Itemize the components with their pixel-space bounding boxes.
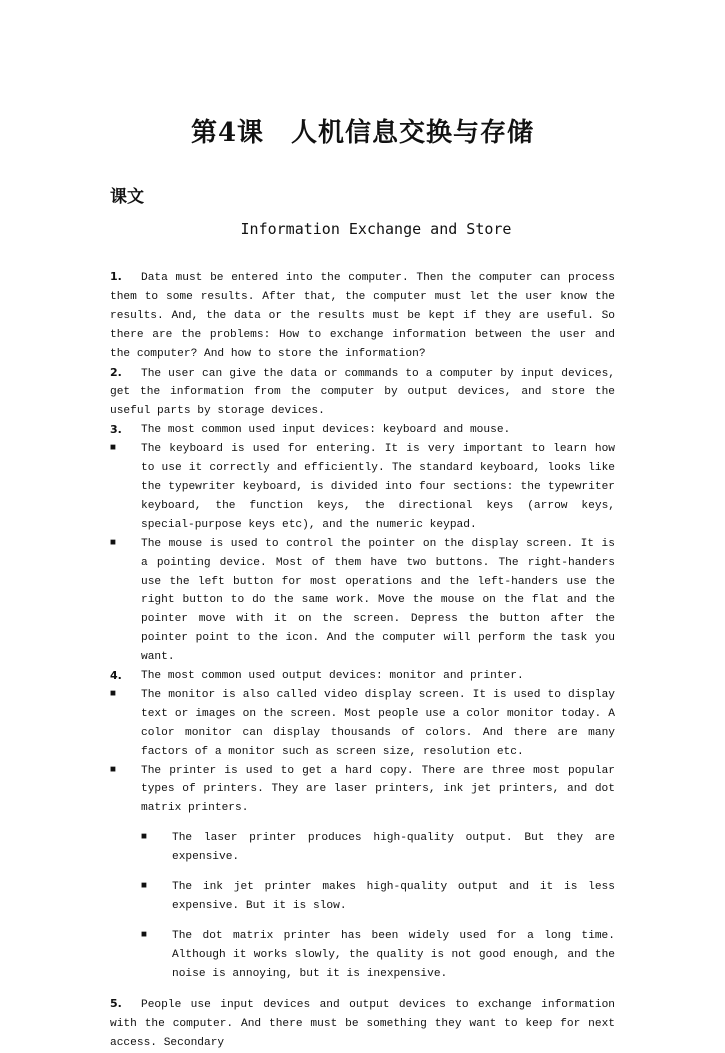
- bullet-icon: ■: [141, 881, 148, 893]
- lesson-title: 第4课 人机信息交换与存储: [190, 118, 535, 148]
- list-item-laser-printer: ■ The laser printer produces high-quality output. But they are expensive.: [141, 829, 615, 867]
- bullet-icon: ■: [110, 764, 117, 776]
- text-title: Information Exchange and Store: [240, 220, 512, 238]
- paragraph-2: 2. The user can give the data or commands to a computer by input devices, get the information from the computer by output devices, and store the useful parts by storage devices.: [110, 365, 615, 418]
- list-item-keyboard: ■ The keyboard is used for entering. It is very important to learn how to use it correctly and efficiently. The standard keyboard, looks like the typewriter keyboard, is divided into four sections: the typewriter keyboard, the function keys, the directional keys (arrow keys, special-purpose keys etc), and the numeric keypad.: [110, 440, 615, 535]
- list-item-dot-matrix-printer: ■ The dot matrix printer has been widely used for a long time. Although it works slowly, the quality is not good enough, and the noise is annoying, but it is inexpensive.: [141, 927, 615, 984]
- bullet-icon: ■: [110, 443, 117, 455]
- list-item-printer: ■ The printer is used to get a hard copy. There are three most popular types of printers. They are laser printers, ink jet printers, and dot matrix printers.: [110, 762, 615, 819]
- list-item-monitor: ■ The monitor is also called video display screen. It is used to display text or images on the screen. Most people use a color monitor today. A color monitor can display thousands of colors. And there are many factors of a monitor such as screen size, resolution etc.: [110, 686, 615, 762]
- section-heading: 课文: [110, 187, 144, 207]
- paragraph-4: 4. The most common used output devices: monitor and printer.: [110, 669, 524, 683]
- lesson-body: [110, 268, 615, 1053]
- bullet-icon: ■: [141, 930, 148, 942]
- bullet-icon: ■: [110, 537, 117, 549]
- paragraph-5: 5. People use input devices and output devices to exchange information with the computer. And there must be something they want to keep for next access. Secondary: [110, 997, 615, 1050]
- list-item-inkjet-printer: ■ The ink jet printer makes high-quality output and it is less expensive. But it is slow.: [141, 878, 615, 916]
- bullet-icon: ■: [110, 688, 117, 700]
- paragraph-1: 1. Data must be entered into the computer. Then the computer can process them to some results. After that, the computer must let the user know the results. And, the data or the results must be kept if they are useful. So there are the problems: How to exchange information between the user and the computer? And how to store the information?: [110, 270, 615, 360]
- paragraph-3: 3. The most common used input devices: keyboard and mouse.: [110, 423, 511, 437]
- list-item-mouse: ■ The mouse is used to control the pointer on the display screen. It is a pointing device. Most of them have two buttons. The right-handers use the left button for most operations and the left-handers use the right button to do the same work. Move the mouse on the flat and the pointer move with it on the screen. Depress the button after the pointer point to the icon. And the computer will perform the task you want.: [110, 535, 615, 667]
- bullet-icon: ■: [141, 832, 148, 844]
